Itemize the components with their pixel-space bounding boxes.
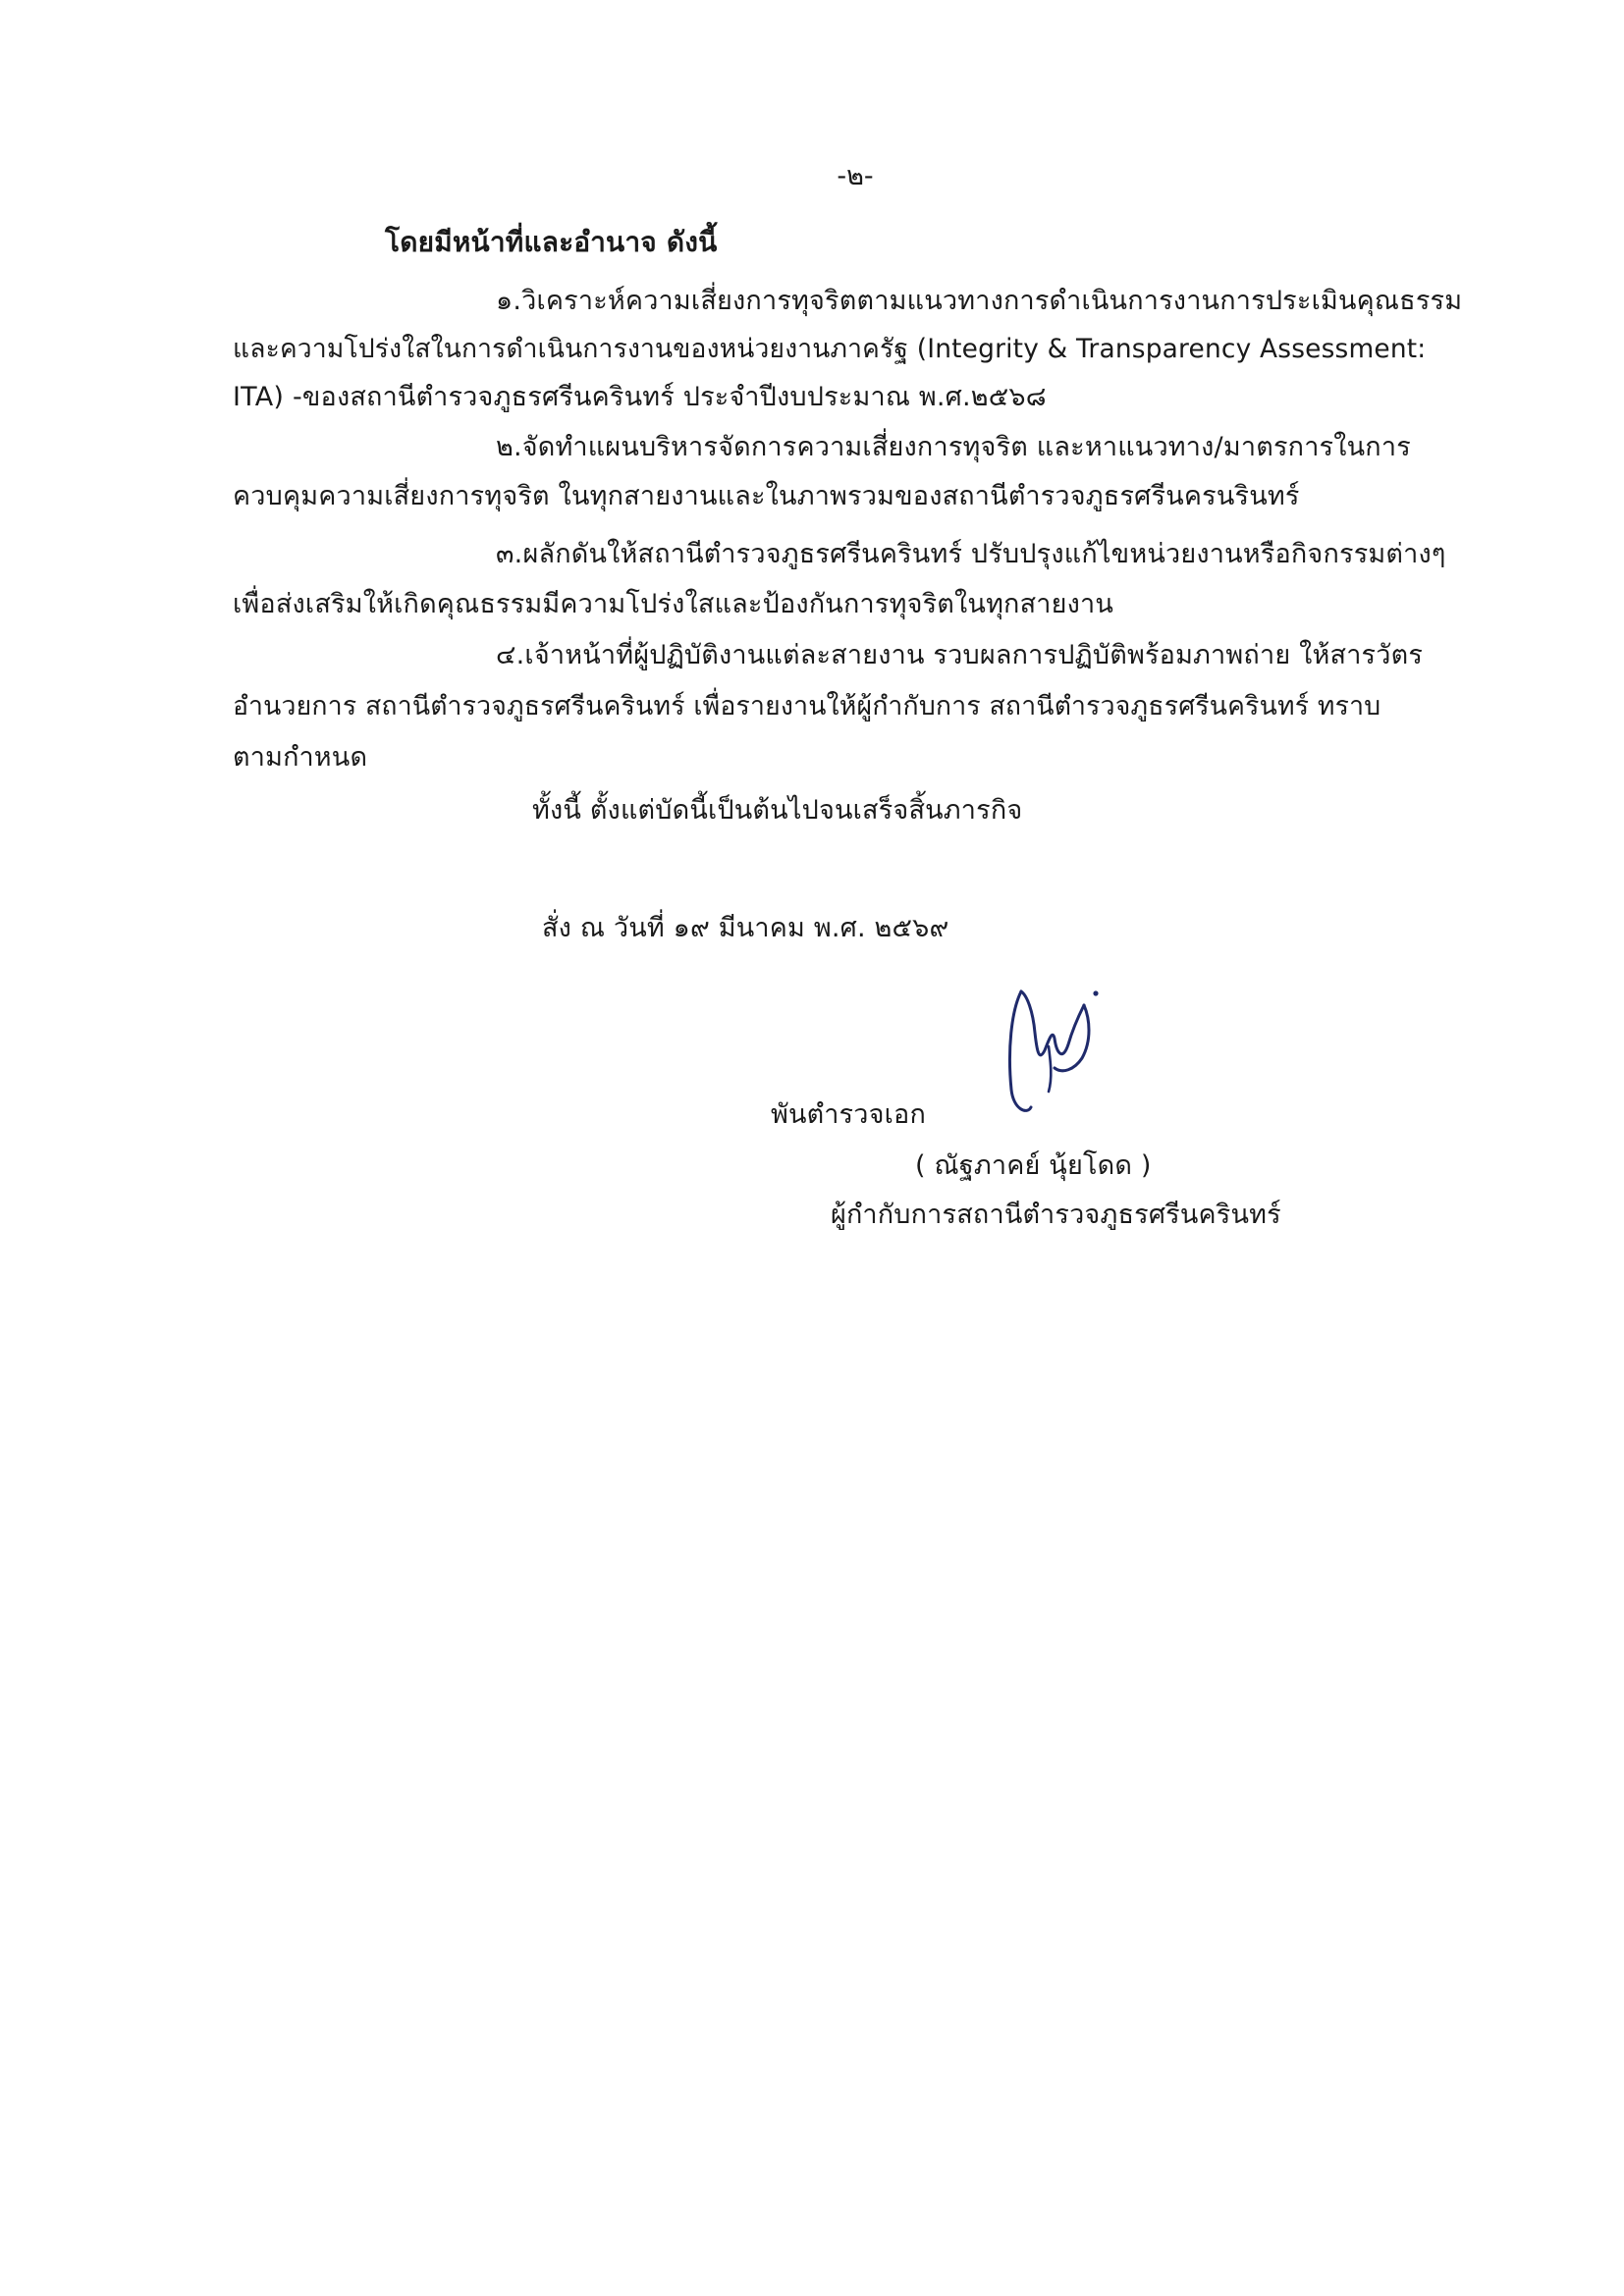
duty-4-line-2: อำนวยการ สถานีตำรวจภูธรศรีนครินทร์ เพื่อรายงานให้ผู้กำกับการ สถานีตำรวจภูธรศรีนครินทร์ ทราบ	[233, 691, 1381, 721]
duty-2-line-2: ควบคุมความเสี่ยงการทุจริต ในทุกสายงานและในภาพรวมของสถานีตำรวจภูธรศรีนครนรินทร์	[233, 481, 1300, 511]
duty-1-line-2: และความโปร่งใสในการดำเนินการงานของหน่วยงานภาครัฐ (Integrity & Transparency Assessment:	[233, 334, 1427, 364]
duty-4-line-1: ๔.เจ้าหน้าที่ผู้ปฏิบัติงานแต่ละสายงาน รวบผลการปฏิบัติพร้อมภาพถ่าย ให้สารวัตร	[496, 640, 1424, 670]
effective-clause: ทั้งนี้ ตั้งแต่บัดนี้เป็นต้นไปจนเสร็จสิ้นภารกิจ	[532, 795, 1023, 826]
handwritten-signature	[994, 972, 1111, 1119]
page-number: -๒-	[837, 161, 874, 191]
duty-1-line-1: ๑.วิเคราะห์ความเสี่ยงการทุจริตตามแนวทางการดำเนินการงานการประเมินคุณธรรม	[496, 286, 1463, 316]
duty-4-line-3: ตามกำหนด	[233, 742, 368, 773]
signatory-name: ( ณัฐภาคย์ นุ้ยโดด )	[915, 1150, 1152, 1181]
order-date: สั่ง ณ วันที่ ๑๙ มีนาคม พ.ศ. ๒๕๖๙	[542, 913, 949, 943]
duty-1-line-3: ITA) -ของสถานีตำรวจภูธรศรีนครินทร์ ประจำปีงบประมาณ พ.ศ.๒๕๖๘	[233, 382, 1047, 412]
duty-3-line-2: เพื่อส่งเสริมให้เกิดคุณธรรมมีความโปร่งใสและป้องกันการทุจริตในทุกสายงาน	[233, 589, 1114, 619]
duties-heading: โดยมีหน้าที่และอำนาจ ดังนี้	[385, 226, 718, 258]
signatory-rank: พันตำรวจเอก	[771, 1099, 927, 1130]
duty-3-line-1: ๓.ผลักดันให้สถานีตำรวจภูธรศรีนครินทร์ ปรับปรุงแก้ไขหน่วยงานหรือกิจกรรมต่างๆ	[496, 539, 1446, 569]
duty-2-line-1: ๒.จัดทำแผนบริหารจัดการความเสี่ยงการทุจริต และหาแนวทาง/มาตรการในการ	[496, 432, 1411, 462]
signatory-position: ผู้กำกับการสถานีตำรวจภูธรศรีนครินทร์	[831, 1200, 1281, 1230]
